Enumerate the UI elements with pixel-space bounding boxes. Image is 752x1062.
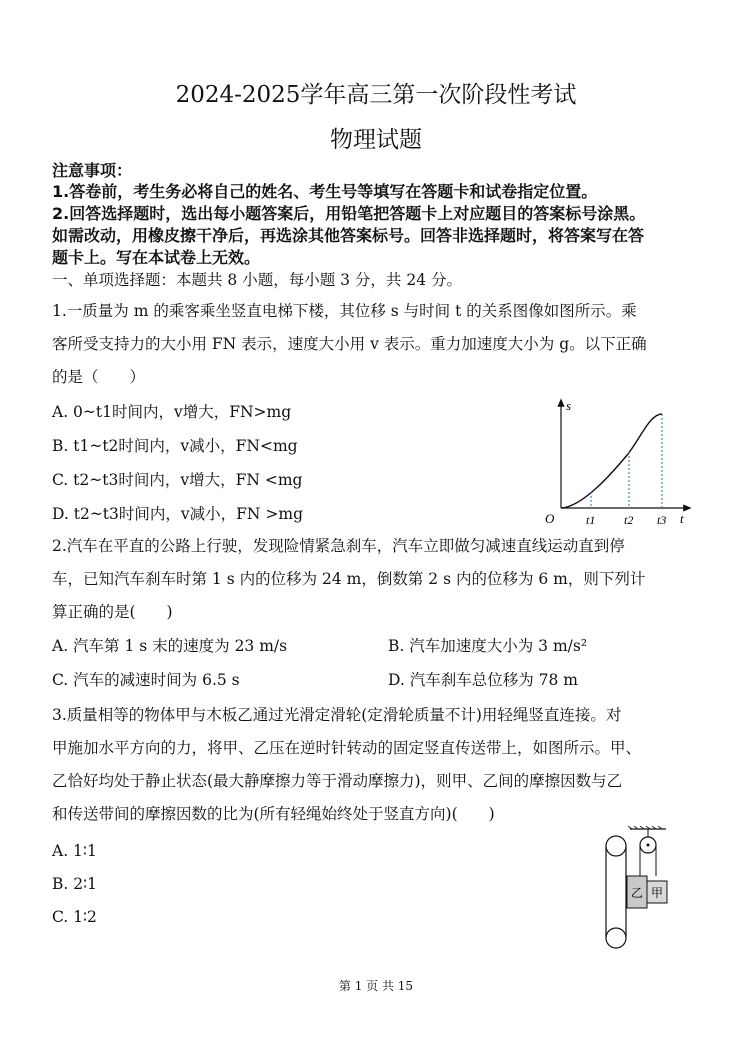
conveyor-pulley-figure — [596, 826, 696, 956]
q2-option-b: B. 汽车加速度大小为 3 m/s² — [388, 637, 588, 655]
block-jia-label: 甲 — [651, 886, 664, 900]
q1-option-c: C. t2~t3时间内，v增大，FN <mg — [52, 471, 303, 489]
tick-t1: t1 — [586, 513, 596, 527]
q1-line-3: 的是（ ） — [52, 368, 146, 386]
pulley-axle — [647, 844, 650, 847]
notice-item-2-line-1: 2.回答选择题时，选出每小题答案后，用铅笔把答题卡上对应题目的答案标号涂黑。 — [52, 204, 646, 223]
exam-title: 2024-2025学年高三第一次阶段性考试 — [175, 82, 577, 108]
q1-option-a: A. 0~t1时间内，v增大，FN>mg — [52, 403, 292, 421]
q2-line-2: 车，已知汽车刹车时第 1 s 内的位移为 24 m，倒数第 2 s 内的位移为 6 m，则下列计 — [52, 570, 646, 588]
belt-bottom-roller — [606, 928, 626, 948]
q3-line-1: 3.质量相等的物体甲与木板乙通过光滑定滑轮(定滑轮质量不计)用轻绳竖直连接。对 — [52, 706, 622, 724]
s-t-graph — [538, 392, 698, 532]
s-label: s — [566, 398, 572, 413]
q3-option-a: A. 1∶1 — [52, 842, 97, 860]
q1-option-d: D. t2~t3时间内，v减小，FN >mg — [52, 505, 304, 523]
t-label: t — [680, 511, 684, 526]
notice-item-1: 1.答卷前，考生务必将自己的姓名、考生号等填写在答题卡和试卷指定位置。 — [52, 182, 598, 201]
belt-top-roller — [606, 836, 626, 856]
notice-item-2-line-3: 题卡上。写在本试卷上无效。 — [52, 248, 261, 267]
q1-option-b: B. t1~t2时间内，v减小，FN<mg — [52, 437, 298, 455]
q3-line-2: 甲施加水平方向的力，将甲、乙压在逆时针转动的固定竖直传送带上，如图所示。甲、 — [52, 739, 642, 757]
q2-option-c: C. 汽车的减速时间为 6.5 s — [52, 671, 240, 689]
q2-option-a: A. 汽车第 1 s 末的速度为 23 m/s — [52, 637, 288, 655]
notice-item-2-line-2: 如需改动，用橡皮擦干净后，再选涂其他答案标号。回答非选择题时，将答案写在答 — [52, 226, 645, 245]
q3-option-b: B. 2∶1 — [52, 875, 98, 893]
q1-line-2: 客所受支持力的大小用 FN 表示，速度大小用 v 表示。重力加速度大小为 g。以下正确 — [52, 335, 647, 353]
q2-line-3: 算正确的是( ) — [52, 603, 173, 621]
subject-title: 物理试题 — [330, 127, 422, 153]
q2-line-1: 2.汽车在平直的公路上行驶，发现险情紧急刹车，汽车立即做匀减速直线运动直到停 — [52, 537, 625, 555]
origin-label: O — [545, 511, 555, 526]
q2-option-d: D. 汽车刹车总位移为 78 m — [388, 671, 579, 689]
q3-line-3: 乙恰好均处于静止状态(最大静摩擦力等于滑动摩擦力)，则甲、乙间的摩擦因数与乙 — [52, 772, 623, 790]
page-footer: 第 1 页 共 15 — [338, 979, 414, 993]
q3-line-4: 和传送带间的摩擦因数的比为(所有轻绳始终处于竖直方向)( ) — [52, 805, 495, 823]
board-yi-label: 乙 — [631, 886, 644, 900]
q1-line-1: 1.一质量为 m 的乘客乘坐竖直电梯下楼，其位移 s 与时间 t 的关系图像如图所示。乘 — [52, 302, 637, 320]
q3-option-c: C. 1∶2 — [52, 908, 97, 926]
tick-t2: t2 — [624, 513, 634, 527]
displacement-curve — [561, 414, 662, 508]
notice-heading: 注意事项： — [52, 161, 133, 180]
tick-t3: t3 — [657, 513, 667, 527]
section-heading: 一、单项选择题：本题共 8 小题，每小题 3 分，共 24 分。 — [52, 271, 463, 289]
